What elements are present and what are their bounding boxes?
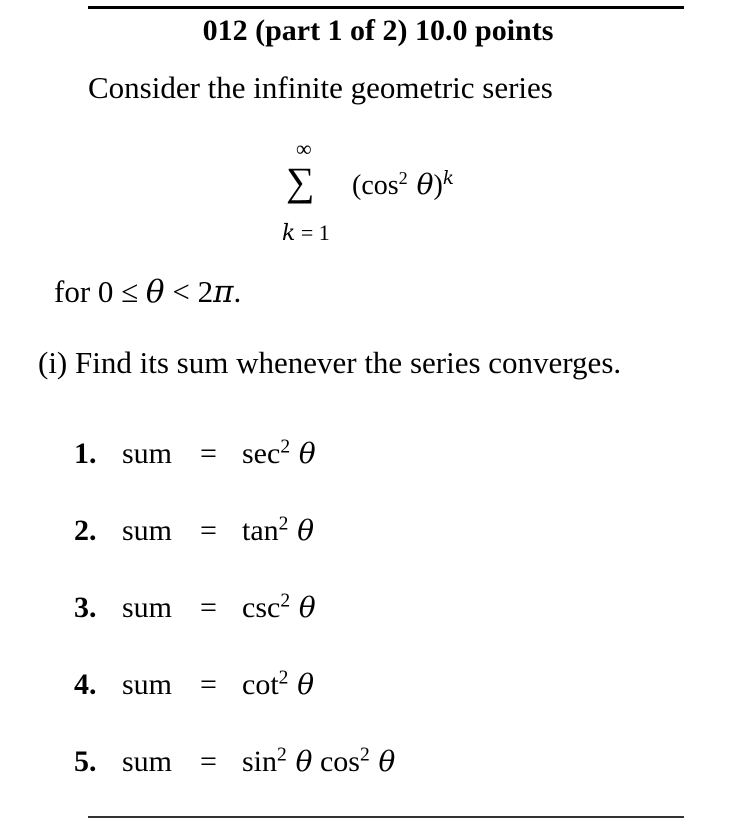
term-power: k	[442, 168, 454, 189]
option-theta-2: θ	[369, 745, 396, 778]
option-value	[242, 514, 314, 548]
option-equals: =	[200, 591, 217, 624]
option-word: sum	[122, 745, 173, 778]
index-start: 1	[318, 220, 330, 245]
option-word: sum	[122, 514, 173, 547]
option-exp: 2	[278, 667, 289, 689]
option-equals: =	[200, 514, 217, 547]
option-word: sum	[122, 437, 173, 470]
index-eq: =	[295, 220, 319, 245]
option-theta: θ	[290, 591, 316, 624]
option-value	[242, 668, 314, 702]
sum-lower-limit	[282, 220, 330, 246]
term-open: (cos	[352, 170, 399, 201]
option-theta: θ	[288, 668, 315, 701]
option-value	[242, 437, 316, 471]
option-fn: sec	[242, 437, 281, 470]
option-theta: θ	[286, 745, 313, 778]
option-word: sum	[122, 668, 173, 701]
series-formula	[282, 136, 482, 246]
option-theta: θ	[288, 514, 315, 547]
option-fn: csc	[242, 591, 281, 624]
intro-text: Consider the infinite geometric series	[88, 70, 553, 105]
sigma-symbol: ∑	[286, 159, 315, 204]
top-rule	[88, 6, 684, 9]
option-exp: 2	[280, 436, 291, 458]
range-mid: < 2	[164, 274, 214, 309]
bottom-rule	[88, 816, 684, 818]
range-end: .	[233, 274, 242, 309]
option-number: 3.	[74, 591, 97, 624]
option-exp: 2	[278, 513, 289, 535]
option-number: 4.	[74, 668, 97, 701]
option-number: 5.	[74, 745, 97, 778]
option-exp: 2	[277, 744, 287, 766]
range-prefix: for 0 ≤	[54, 274, 146, 309]
option-equals: =	[200, 437, 217, 470]
term-theta: θ	[407, 168, 434, 201]
option-exp: 2	[280, 590, 291, 612]
option-number: 1.	[74, 437, 97, 470]
option-word: sum	[122, 591, 173, 624]
term-close: )	[433, 170, 443, 201]
series-term	[352, 168, 454, 202]
range-theta: θ	[145, 274, 165, 310]
option-equals: =	[200, 745, 217, 778]
range-pi: π	[213, 274, 234, 310]
option-fn: tan	[242, 514, 279, 547]
option-fn: cot	[242, 668, 279, 701]
option-value	[242, 745, 395, 779]
option-exp-2: 2	[359, 744, 370, 766]
option-fn-2: cos	[312, 745, 360, 778]
problem-header: 012 (part 1 of 2) 10.0 points	[202, 14, 554, 47]
sum-upper-limit: ∞	[296, 136, 312, 161]
option-equals: =	[200, 668, 217, 701]
option-theta: θ	[290, 437, 316, 470]
option-number: 2.	[74, 514, 97, 547]
question-text: (i) Find its sum whenever the series converges.	[38, 345, 622, 380]
option-fn: sin	[242, 745, 278, 778]
theta-range	[54, 274, 241, 310]
option-value	[242, 591, 316, 625]
term-exponent: 2	[398, 168, 408, 188]
index-var: k	[282, 221, 296, 246]
